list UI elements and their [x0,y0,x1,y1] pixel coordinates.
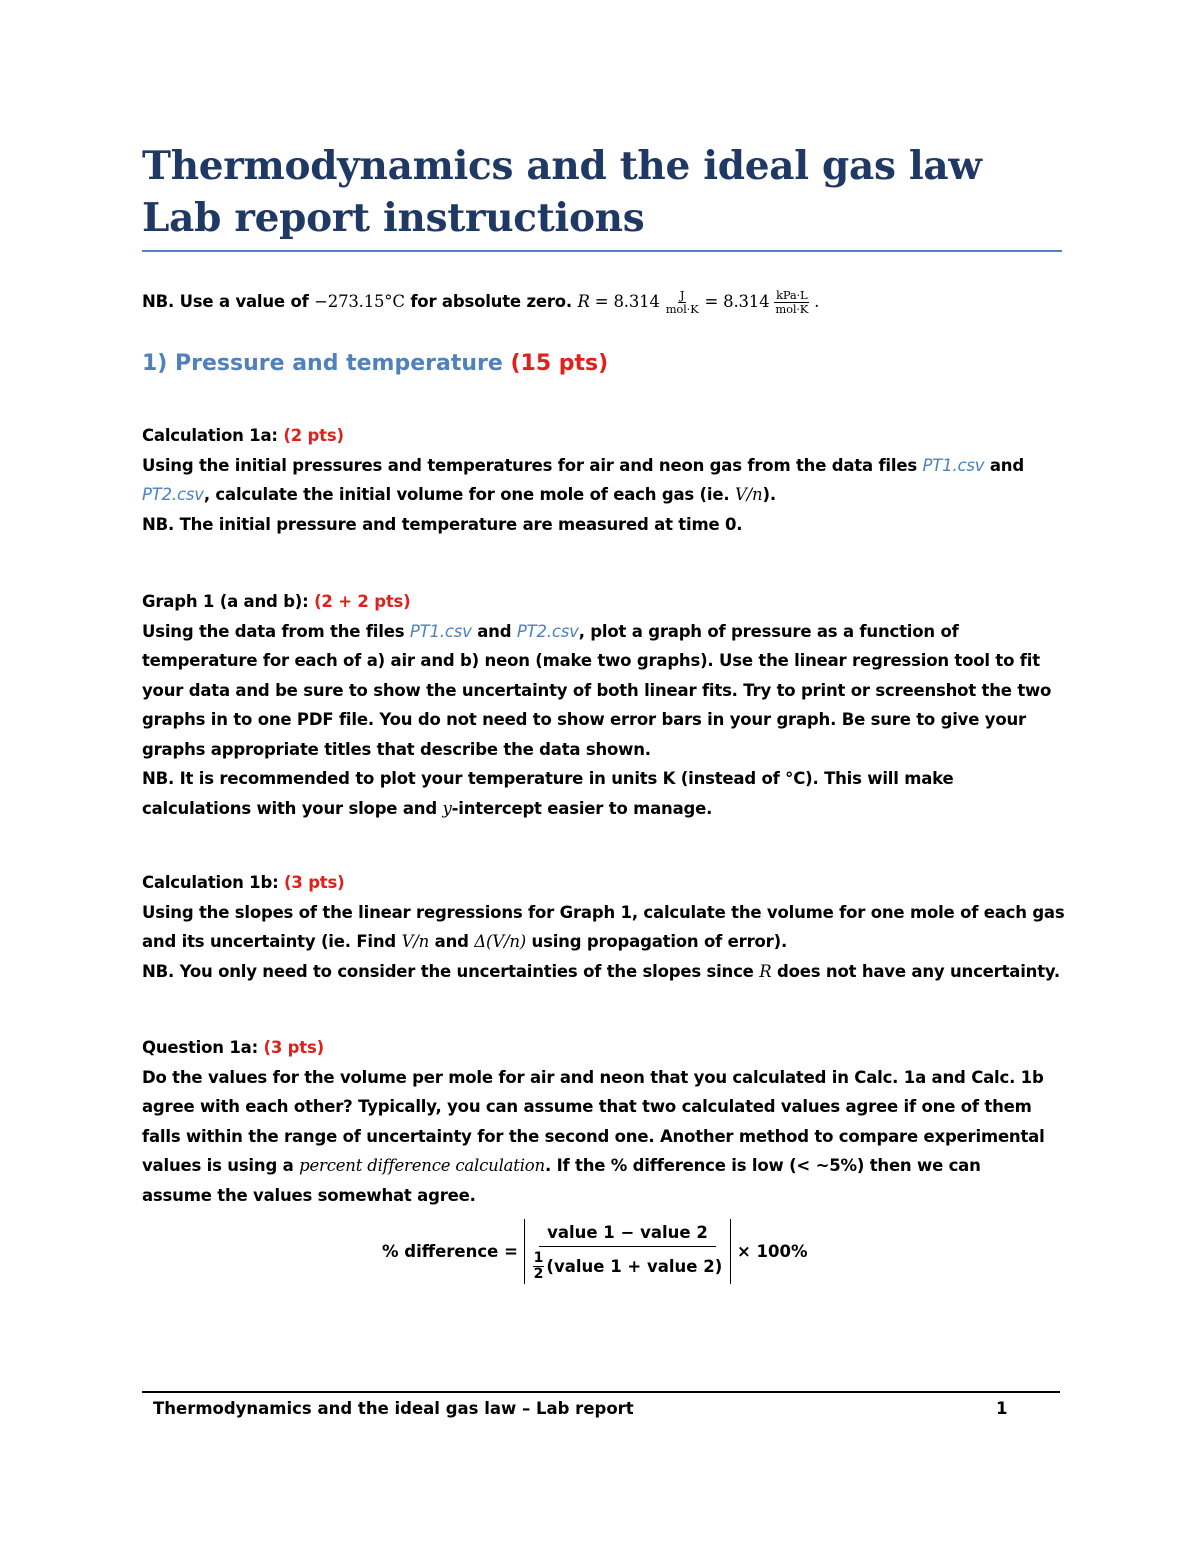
question-1a-line-1: Do the values for the volume per mole for air and neon that you calculated in Calc. 1a and Calc. 1b [142,1067,1044,1087]
calc-1a-text: ). [762,485,776,504]
calc-1a-text: , calculate the initial volume for one mole of each gas (ie. [203,485,735,504]
question-1a-line-3: falls within the range of uncertainty for the second one. Another method to compare experimental [142,1126,1045,1146]
calc-1b-block [142,868,1067,986]
calc-1b-points: (3 pts) [284,873,345,892]
title-line-2: Lab report instructions [142,195,645,241]
calc-1a-title: Calculation 1a: [142,426,284,445]
math-r: R [759,961,772,981]
document-title [142,140,1062,244]
page-number: 1 [996,1399,1008,1418]
unit-1-denominator: mol·K [665,301,699,316]
calc-1a-block [142,421,1067,539]
question-1a-heading [142,1033,1067,1063]
graph-1-text: -intercept easier to manage. [451,798,713,818]
nb-text: does not have any uncertainty. [771,961,1061,981]
file-link-pt1[interactable]: PT1.csv [922,455,985,475]
nb-text: You only need to consider the uncertainties of the slopes since [174,961,760,981]
calc-1a-text: and [984,455,1024,475]
calc-1b-line-1: Using the slopes of the linear regressions for Graph 1, calculate the volume for one mole of each gas [142,902,1065,922]
graph-1-text: and [471,621,517,641]
file-link-pt2[interactable]: PT2.csv [142,485,204,504]
calc-1b-text: and [429,932,475,951]
graph-1-text: , plot a graph of pressure as a function of [578,621,959,641]
calc-1b-text: using propagation of error). [526,932,788,951]
math-v-over-n: V/n [401,932,430,951]
nb-note [142,285,819,319]
question-1a-line-5: assume the values somewhat agree. [142,1185,476,1205]
graph-1-title: Graph 1 (a and b): [142,592,315,611]
calc-1a-line-1 [142,451,1067,481]
footer-title: Thermodynamics and the ideal gas law – Lab report [153,1399,634,1418]
question-1a-text: values is using a [142,1156,300,1175]
calc-1a-line-2 [142,480,1067,510]
question-1a-text: . If the % difference is low (< ~5%) then we can [544,1156,981,1175]
math-y: y [442,798,452,818]
graph-1-line-7 [142,794,1067,824]
nb-text-2: for absolute zero. [404,292,578,312]
nb-label: NB. [142,292,175,312]
section-heading [142,346,608,382]
calc-1b-line-2 [142,927,1067,957]
half-denominator: 2 [533,1265,544,1282]
section-points: (15 pts) [510,351,609,376]
math-v-over-n: V/n [734,485,763,504]
nb-label: NB. [142,961,175,981]
formula-denominator [529,1247,727,1282]
unit-2-denominator: mol·K [775,301,809,316]
calc-1b-heading [142,868,1067,898]
gas-constant-symbol: R [577,292,590,312]
formula-fraction [529,1221,727,1282]
graph-1-heading [142,587,1067,617]
question-1a-line-2: agree with each other? Typically, you can assume that two calculated values agree if one of them [142,1097,1032,1116]
calc-1a-nb [142,510,1067,540]
title-divider [142,250,1062,252]
gas-constant-value-1: = 8.314 [589,292,660,312]
formula-rhs: × 100% [731,1241,808,1261]
section-title: 1) Pressure and temperature [142,351,511,376]
graph-1-block [142,587,1067,823]
question-1a-title: Question 1a: [142,1038,264,1057]
question-1a-block [142,1033,1067,1210]
graph-1-text: calculations with your slope and [142,798,443,818]
nb-label: NB. [142,769,175,788]
title-line-1: Thermodynamics and the ideal gas law [142,143,982,189]
math-delta-v-over-n: Δ(V/n) [474,932,526,951]
nb-text: Use a value of [174,292,315,312]
unit-fraction-1 [664,289,701,316]
calc-1b-nb [142,957,1067,987]
emphasis-percent-difference: percent difference calculation [299,1156,545,1175]
unit-fraction-2 [773,289,810,316]
question-1a-points: (3 pts) [263,1038,324,1057]
nb-text: It is recommended to plot your temperature in units K (instead of °C). This will make [174,769,954,788]
nb-text: The initial pressure and temperature are measured at time 0. [174,514,743,534]
file-link-pt1[interactable]: PT1.csv [409,621,472,641]
absolute-value-bars [524,1219,732,1284]
graph-1-line-1 [142,617,1067,647]
nb-label: NB. [142,514,175,534]
file-link-pt2[interactable]: PT2.csv [516,621,579,641]
graph-1-line-4: graphs in to one PDF file. You do not need to show error bars in your graph. Be sure to give your [142,710,1026,729]
half-numerator: 1 [533,1249,544,1266]
formula-denominator-sum: (value 1 + value 2) [546,1256,723,1276]
formula-lhs: % difference = [382,1241,524,1261]
calc-1b-text: and its uncertainty (ie. Find [142,932,402,951]
one-half [533,1251,545,1282]
footer-divider [142,1391,1060,1393]
calc-1a-text: Using the initial pressures and temperatures for air and neon gas from the data files [142,455,923,475]
graph-1-nb [142,764,1067,794]
formula-numerator: value 1 − value 2 [539,1221,716,1247]
unit-2-numerator: kPa·L [776,287,808,302]
percent-difference-formula [382,1208,808,1294]
gas-constant-value-2: = 8.314 [704,292,770,312]
graph-1-line-3: your data and be sure to show the uncertainty of both linear fits. Try to print or screenshot the two [142,680,1052,700]
calc-1a-points: (2 pts) [283,426,344,445]
graph-1-text: Using the data from the files [142,621,410,641]
question-1a-line-4 [142,1151,1067,1181]
calc-1a-heading [142,421,1067,451]
graph-1-line-5: graphs appropriate titles that describe the data shown. [142,739,651,759]
absolute-zero-value: −273.15°C [314,292,405,312]
unit-1-numerator: J [679,287,685,302]
graph-1-points: (2 + 2 pts) [314,592,411,611]
nb-end-period: . [814,292,820,312]
calc-1b-title: Calculation 1b: [142,873,285,892]
graph-1-line-2: temperature for each of a) air and b) neon (make two graphs). Use the linear regression tool to fit [142,651,1040,670]
